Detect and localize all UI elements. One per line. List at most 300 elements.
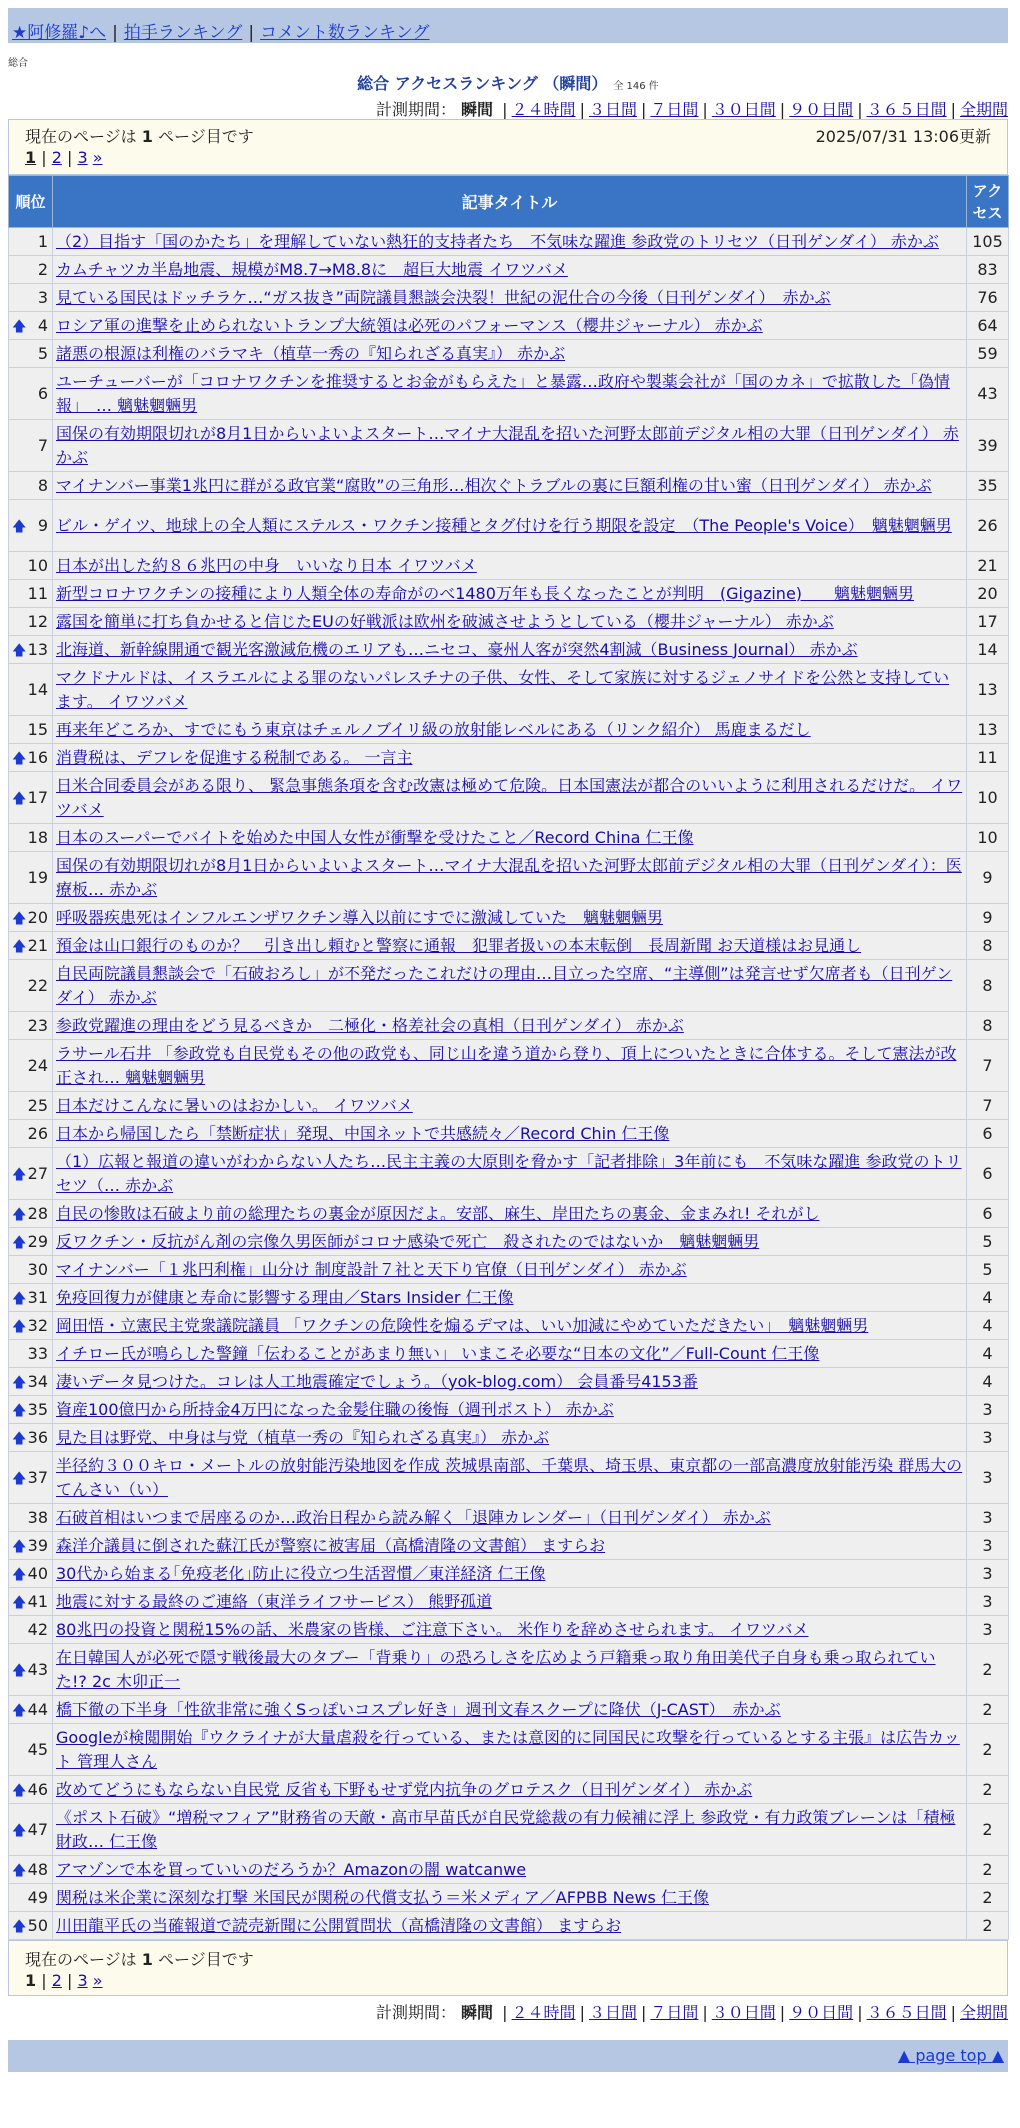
article-link[interactable]: 参政党躍進の理由をどう見るべきか 二極化・格差社会の真相（日刊ゲンダイ） 赤かぶ xyxy=(56,1015,684,1035)
period-separator: | xyxy=(502,100,508,119)
article-link[interactable]: マクドナルドは、イスラエルによる罪のないパレスチナの子供、女性、そして家族に対するジェノサイドを公然と支持しています。 イワツバメ xyxy=(56,667,950,711)
article-link[interactable]: マイナンバー事業1兆円に群がる政官業“腐敗”の三角形…相次ぐトラブルの裏に巨額利権の甘い蜜（日刊ゲンダイ） 赤かぶ xyxy=(56,475,932,495)
article-link[interactable]: 改めてどうにもならない自民党 反省も下野もせず党内抗争のグロテスク（日刊ゲンダイ） 赤かぶ xyxy=(56,1779,753,1799)
title-cell xyxy=(53,1340,967,1368)
access-count: 4 xyxy=(967,1340,1009,1368)
period-separator: | xyxy=(702,100,708,119)
access-count: 10 xyxy=(967,772,1009,824)
rank-number: 22 xyxy=(27,976,48,995)
rank-number: 21 xyxy=(27,936,48,955)
article-link[interactable]: 《ポスト石破》“増税マフィア”財務省の天敵・高市早苗氏が自民党総裁の有力候補に浮上 参政党・有力政策ブレーンは「積極財政… 仁王像 xyxy=(56,1807,956,1851)
title-cell xyxy=(53,500,967,552)
access-count: 2 xyxy=(967,1884,1009,1912)
page-link[interactable]: 3 xyxy=(77,1971,88,1990)
article-link[interactable]: 自民両院議員懇談会で「石破おろし」が不発だったこれだけの理由…目立った空席、“主導側”は発言せず欠席者も（日刊ゲンダイ） 赤かぶ xyxy=(56,963,953,1007)
rank-number: 34 xyxy=(27,1372,48,1391)
page-info-box xyxy=(8,119,1008,175)
article-link[interactable]: ユーチューバーが「コロナワクチンを推奨するとお金がもらえた」と暴露…政府や製薬会社が「国のカネ」で拡散した「偽情報」 … 魑魅魍魎男 xyxy=(56,371,950,415)
up-arrow-icon: 🡅 xyxy=(12,1291,27,1307)
rank-cell xyxy=(9,1424,53,1452)
table-row xyxy=(9,772,1009,824)
title-cell xyxy=(53,960,967,1012)
rank-cell xyxy=(9,1776,53,1804)
rank-number: 15 xyxy=(27,720,48,739)
access-count: 5 xyxy=(967,1256,1009,1284)
title-cell xyxy=(53,256,967,284)
page-separator: | xyxy=(61,1971,78,1990)
rank-number: 48 xyxy=(27,1860,48,1879)
period-link[interactable]: ７日間 xyxy=(650,100,699,119)
article-link[interactable]: 見ている国民はドッチラケ…“ガス抜き”両院議員懇談会決裂！世紀の泥仕合の今後（日刊ゲンダイ） 赤かぶ xyxy=(56,287,831,307)
table-row xyxy=(9,1644,1009,1696)
rank-number: 26 xyxy=(27,1124,48,1143)
table-row xyxy=(9,552,1009,580)
article-link[interactable]: 関税は米企業に深刻な打撃 米国民が関税の代償支払う＝米メディア／AFPBB News 仁王像 xyxy=(56,1887,709,1907)
nav-separator: | xyxy=(112,23,118,43)
access-count: 7 xyxy=(967,1092,1009,1120)
updated-time: 2025/07/31 13:06更新 xyxy=(815,127,991,146)
article-link[interactable]: マイナンバー「１兆円利権」山分け 制度設計７社と天下り官僚（日刊ゲンダイ） 赤かぶ xyxy=(56,1259,687,1279)
rank-cell xyxy=(9,1120,53,1148)
article-link[interactable]: 半径約３００キロ・メートルの放射能汚染地図を作成 茨城県南部、千葉県、埼玉県、東京都の一部高濃度放射能汚染 群馬大のてんさい（い） xyxy=(56,1455,963,1499)
period-link[interactable]: 全期間 xyxy=(959,100,1008,119)
page-separator: | xyxy=(61,148,78,167)
article-link[interactable]: カムチャツカ半島地震、規模がM8.7→M8.8に 超巨大地震 イワツバメ xyxy=(56,259,568,279)
period-link[interactable]: ３６５日間 xyxy=(866,100,947,119)
table-row xyxy=(9,1588,1009,1616)
period-label: 計測期間： xyxy=(375,2003,456,2022)
rank-cell xyxy=(9,256,53,284)
period-link[interactable]: ２４時間 xyxy=(511,100,576,119)
table-row xyxy=(9,284,1009,312)
title-cell xyxy=(53,1120,967,1148)
article-link[interactable]: 預金は山口銀行のものか？ 引き出し頼むと警察に通報 犯罪者扱いの本末転倒 長周新聞 お天道様はお見通し xyxy=(56,935,862,955)
table-row xyxy=(9,340,1009,368)
rank-cell xyxy=(9,1804,53,1856)
article-link[interactable]: （1）広報と報道の違いがわからない人たち…民主主義の大原則を脅かす「記者排除」3年前にも 不気味な躍進 参政党のトリセツ（… 赤かぶ xyxy=(56,1151,962,1195)
rank-cell xyxy=(9,716,53,744)
table-row xyxy=(9,960,1009,1012)
period-separator: | xyxy=(857,100,863,119)
title-cell xyxy=(53,1092,967,1120)
rank-number: 32 xyxy=(27,1316,48,1335)
article-link[interactable]: 橋下徹の下半身「性欲非常に強くSっぽいコスプレ好き」週刊文春スクープに降伏（J-CAST） 赤かぶ xyxy=(56,1699,781,1719)
access-count: 3 xyxy=(967,1532,1009,1560)
rank-number: 14 xyxy=(27,680,48,699)
page-link[interactable]: 3 xyxy=(77,148,88,167)
rank-number: 5 xyxy=(37,344,48,363)
table-row xyxy=(9,1040,1009,1092)
period-separator: | xyxy=(502,2003,508,2022)
access-count: 7 xyxy=(967,1040,1009,1092)
table-row xyxy=(9,1424,1009,1452)
rank-number: 24 xyxy=(27,1056,48,1075)
access-count: 20 xyxy=(967,580,1009,608)
title-cell xyxy=(53,472,967,500)
up-arrow-icon: 🡅 xyxy=(12,1919,27,1935)
period-link[interactable]: 全期間 xyxy=(959,2003,1008,2022)
title-cell xyxy=(53,1368,967,1396)
period-separator: | xyxy=(950,2003,956,2022)
article-link[interactable]: Googleが検閲開始『ウクライナが大量虐殺を行っている、または意図的に同国民に攻撃を行っているとする主張』は広告カット 管理人さん xyxy=(56,1727,960,1771)
period-links xyxy=(498,2003,1008,2022)
article-link[interactable]: ビル・ゲイツ、地球上の全人類にステルス・ワクチン接種とタグ付けを行う期限を設定 （The People's Voice） 魑魅魍魎男 xyxy=(56,515,952,535)
page-current: 1 xyxy=(25,148,37,167)
article-link[interactable]: 新型コロナワクチンの接種により人類全体の寿命がのべ1480万年も長くなったことが判明 (Gigazine) 魑魅魍魎男 xyxy=(56,583,915,603)
rank-cell xyxy=(9,228,53,256)
period-current: 瞬間 xyxy=(461,100,494,119)
rank-cell xyxy=(9,1012,53,1040)
article-link[interactable]: 免疫回復力が健康と寿命に影響する理由／Stars Insider 仁王像 xyxy=(56,1287,514,1307)
up-arrow-icon: 🡅 xyxy=(12,911,27,927)
period-link[interactable]: ３日間 xyxy=(588,2003,637,2022)
table-row xyxy=(9,1884,1009,1912)
access-count: 43 xyxy=(967,368,1009,420)
article-link[interactable]: 日本から帰国したら「禁断症状」発現、中国ネットで共感続々／Record Chin 仁王像 xyxy=(56,1123,670,1143)
next-page-link[interactable]: » xyxy=(92,1971,103,1990)
rank-number: 28 xyxy=(27,1204,48,1223)
rank-cell xyxy=(9,1092,53,1120)
period-separator: | xyxy=(702,2003,708,2022)
title-cell xyxy=(53,636,967,664)
access-count: 14 xyxy=(967,636,1009,664)
title-cell xyxy=(53,824,967,852)
period-separator: | xyxy=(857,2003,863,2022)
rank-cell xyxy=(9,1200,53,1228)
article-link[interactable]: 80兆円の投資と関税15%の話、米農家の皆様、ご注意下さい。 米作りを辞めさせられます。 イワツバメ xyxy=(56,1619,809,1639)
rank-cell xyxy=(9,1588,53,1616)
rank-number: 35 xyxy=(27,1400,48,1419)
table-row xyxy=(9,1724,1009,1776)
access-count: 2 xyxy=(967,1912,1009,1940)
table-row xyxy=(9,580,1009,608)
comment-ranking-link[interactable]: コメント数ランキング xyxy=(260,23,430,43)
rank-number: 31 xyxy=(27,1288,48,1307)
title-cell xyxy=(53,1856,967,1884)
rank-cell xyxy=(9,340,53,368)
rank-number: 37 xyxy=(27,1468,48,1487)
title-cell xyxy=(53,1452,967,1504)
up-arrow-icon: 🡅 xyxy=(12,1235,27,1251)
period-current: 瞬間 xyxy=(461,2003,494,2022)
table-row xyxy=(9,500,1009,552)
access-count: 2 xyxy=(967,1856,1009,1884)
table-row xyxy=(9,420,1009,472)
title-cell xyxy=(53,608,967,636)
title-cell xyxy=(53,580,967,608)
table-row xyxy=(9,228,1009,256)
period-separator: | xyxy=(579,100,585,119)
title-cell xyxy=(53,1312,967,1340)
article-link[interactable]: 北海道、新幹線開通で観光客激減危機のエリアも…ニセコ、豪州人客が突然4割減（Business Journal） 赤かぶ xyxy=(56,639,858,659)
col-rank: 順位 xyxy=(9,176,53,228)
table-row xyxy=(9,1616,1009,1644)
rank-number: 6 xyxy=(37,384,48,403)
access-count: 3 xyxy=(967,1560,1009,1588)
article-link[interactable]: アマゾンで本を買っていいのだろうか？Amazonの闇 watcanwe xyxy=(56,1859,527,1879)
page-info-box-bottom xyxy=(8,1940,1008,1996)
article-link[interactable]: 日本だけこんなに暑いのはおかしい。 イワツバメ xyxy=(56,1095,413,1115)
col-access: アクセス xyxy=(967,176,1009,228)
title-cell xyxy=(53,664,967,716)
rank-cell xyxy=(9,552,53,580)
article-link[interactable]: 石破首相はいつまで居座るのか…政治日程から読み解く「退陣カレンダー」（日刊ゲンダイ） 赤かぶ xyxy=(56,1507,771,1527)
article-link[interactable]: 日米合同委員会がある限り、 緊急事態条項を含む改憲は極めて危険。日本国憲法が都合のいいように利用されるだけだ。 イワツバメ xyxy=(56,775,963,819)
rank-number: 41 xyxy=(27,1592,48,1611)
rank-number: 17 xyxy=(27,788,48,807)
access-count: 11 xyxy=(967,744,1009,772)
access-count: 10 xyxy=(967,824,1009,852)
period-links xyxy=(498,100,1008,119)
table-row xyxy=(9,1396,1009,1424)
ranking-table xyxy=(8,175,1009,1940)
period-separator: | xyxy=(640,100,647,119)
page-current: 1 xyxy=(25,1971,37,1990)
rank-cell xyxy=(9,580,53,608)
rank-cell xyxy=(9,1312,53,1340)
rank-number: 10 xyxy=(27,556,48,575)
title-cell xyxy=(53,1644,967,1696)
rank-cell xyxy=(9,664,53,716)
rank-number: 50 xyxy=(27,1916,48,1935)
rank-number: 39 xyxy=(27,1536,48,1555)
article-link[interactable]: 岡田悟・立憲民主党衆議院議員 「ワクチンの危険性を煽るデマは、いい加減にやめていただきたい」 魑魅魍魎男 xyxy=(56,1315,869,1335)
article-link[interactable]: 消費税は、デフレを促進する税制である。 一言主 xyxy=(56,747,413,767)
period-link[interactable]: ９０日間 xyxy=(789,100,854,119)
up-arrow-icon: 🡅 xyxy=(12,1783,27,1799)
period-link[interactable]: ９０日間 xyxy=(789,2003,854,2022)
table-row xyxy=(9,1804,1009,1856)
up-arrow-icon: 🡅 xyxy=(12,939,27,955)
access-count: 9 xyxy=(967,904,1009,932)
rank-number: 49 xyxy=(27,1888,48,1907)
rank-number: 19 xyxy=(27,868,48,887)
rank-cell xyxy=(9,472,53,500)
applause-ranking-link[interactable]: 拍手ランキング xyxy=(123,23,243,43)
article-link[interactable]: 見た目は野党、中身は与党（植草一秀の『知られざる真実』） 赤かぶ xyxy=(56,1427,550,1447)
up-arrow-icon: 🡅 xyxy=(12,1431,27,1447)
page-separator: | xyxy=(36,1971,52,1990)
rank-cell xyxy=(9,368,53,420)
pagination-bottom xyxy=(25,1971,991,1990)
period-selector-top xyxy=(8,97,1008,119)
table-row xyxy=(9,1452,1009,1504)
table-row xyxy=(9,1504,1009,1532)
rank-number: 47 xyxy=(27,1820,48,1839)
category-label: 総合 xyxy=(8,58,28,69)
rank-number: 36 xyxy=(27,1428,48,1447)
rank-number: 12 xyxy=(27,612,48,631)
page-link[interactable]: 2 xyxy=(51,148,62,167)
article-link[interactable]: 自民の惨敗は石破より前の総理たちの裏金が原因だよ。安部、麻生、岸田たちの裏金、金まみれ! それがし xyxy=(56,1203,820,1223)
title-cell xyxy=(53,1200,967,1228)
page-top-bar xyxy=(8,2040,1008,2072)
article-link[interactable]: 呼吸器疾患死はインフルエンザワクチン導入以前にすでに激減していた 魑魅魍魎男 xyxy=(56,907,664,927)
title-cell xyxy=(53,1040,967,1092)
access-count: 3 xyxy=(967,1616,1009,1644)
table-row xyxy=(9,1012,1009,1040)
current-page-text: 現在のページは 1 ページ目です xyxy=(25,127,254,146)
period-label: 計測期間： xyxy=(375,100,456,119)
nav-separator: | xyxy=(248,23,255,43)
rank-number: 30 xyxy=(27,1260,48,1279)
top-nav-bar xyxy=(8,8,1008,43)
period-link[interactable]: ３６５日間 xyxy=(866,2003,947,2022)
access-count: 59 xyxy=(967,340,1009,368)
title-cell xyxy=(53,1424,967,1452)
access-count: 17 xyxy=(967,608,1009,636)
rank-cell xyxy=(9,772,53,824)
period-separator: | xyxy=(640,2003,647,2022)
article-link[interactable]: 川田龍平氏の当確報道で読売新聞に公開質問状（高橋清隆の文書館） ますらお xyxy=(56,1915,622,1935)
page-separator: | xyxy=(36,148,52,167)
title-cell xyxy=(53,1588,967,1616)
rank-cell xyxy=(9,1616,53,1644)
table-row xyxy=(9,1284,1009,1312)
access-count: 4 xyxy=(967,1312,1009,1340)
article-link[interactable]: 諸悪の根源は利権のバラマキ（植草一秀の『知られざる真実』） 赤かぶ xyxy=(56,343,566,363)
rank-cell xyxy=(9,1856,53,1884)
article-link[interactable]: 凄いデータ見つけた。コレは人工地震確定でしょう。（yok-blog.com） 会員番号4153番 xyxy=(56,1371,698,1391)
rank-number: 20 xyxy=(27,908,48,927)
rank-number: 23 xyxy=(27,1016,48,1035)
page-title xyxy=(8,71,1008,91)
rank-cell xyxy=(9,1696,53,1724)
rank-number: 25 xyxy=(27,1096,48,1115)
table-row xyxy=(9,1120,1009,1148)
access-count: 3 xyxy=(967,1424,1009,1452)
period-link[interactable]: ２４時間 xyxy=(511,2003,576,2022)
rank-number: 2 xyxy=(37,260,48,279)
article-link[interactable]: 反ワクチン・反抗がん剤の宗像久男医師がコロナ感染で死亡 殺されたのではないか 魑魅魍魎男 xyxy=(56,1231,760,1251)
next-page-link[interactable]: » xyxy=(92,148,103,167)
table-row xyxy=(9,1560,1009,1588)
rank-cell xyxy=(9,1644,53,1696)
rank-cell xyxy=(9,1452,53,1504)
table-row xyxy=(9,1200,1009,1228)
title-cell xyxy=(53,772,967,824)
rank-cell xyxy=(9,824,53,852)
ranking-title: 総合 アクセスランキング （瞬間） xyxy=(357,74,608,93)
rank-number: 13 xyxy=(27,640,48,659)
article-link[interactable]: 資産100億円から所持金4万円になった金髪住職の後悔（週刊ポスト） 赤かぶ xyxy=(56,1399,614,1419)
title-cell xyxy=(53,852,967,904)
table-row xyxy=(9,1312,1009,1340)
rank-number: 33 xyxy=(27,1344,48,1363)
article-link[interactable]: 地震に対する最終のご連絡（東洋ライフサービス） 熊野孤道 xyxy=(56,1591,493,1611)
rank-cell xyxy=(9,1284,53,1312)
article-link[interactable]: 露国を簡単に打ち負かせると信じたEUの好戦派は欧州を破滅させようとしている（櫻井ジャーナル） 赤かぶ xyxy=(56,611,834,631)
article-link[interactable]: 在日韓国人が必死で隠す戦後最大のタブー「背乗り」の恐ろしさを広めよう戸籍乗っ取り角田美代子自身も乗っ取られていた!? 2c 木卯正一 xyxy=(56,1647,936,1691)
article-link[interactable]: イチロー氏が鳴らした警鐘「伝わることがあまり無い」 いまこそ必要な“日本の文化”／Full-Count 仁王像 xyxy=(56,1343,820,1363)
title-cell xyxy=(53,1804,967,1856)
period-link[interactable]: ３０日間 xyxy=(711,100,776,119)
rank-cell xyxy=(9,1560,53,1588)
article-link[interactable]: 日本のスーパーでバイトを始めた中国人女性が衝撃を受けたこと／Record China 仁王像 xyxy=(56,827,694,847)
up-arrow-icon: 🡅 xyxy=(12,1167,27,1183)
rank-number: 4 xyxy=(37,316,48,335)
up-arrow-icon: 🡅 xyxy=(12,1207,27,1223)
article-link[interactable]: ラサール石井 「参政党も自民党もその他の政党も、同じ山を違う道から登り、頂上についたときに合体する。そして憲法が改正され… 魑魅魍魎男 xyxy=(56,1043,957,1087)
access-count: 35 xyxy=(967,472,1009,500)
access-count: 2 xyxy=(967,1724,1009,1776)
rank-number: 3 xyxy=(37,288,48,307)
table-row xyxy=(9,1912,1009,1940)
rank-number: 1 xyxy=(37,232,48,251)
period-separator: | xyxy=(779,2003,786,2022)
table-row xyxy=(9,1228,1009,1256)
period-separator: | xyxy=(779,100,786,119)
title-cell xyxy=(53,1284,967,1312)
access-count: 3 xyxy=(967,1588,1009,1616)
article-link[interactable]: 再来年どころか、すでにもう東京はチェルノブイリ級の放射能レベルにある（リンク紹介） 馬鹿まるだし xyxy=(56,719,811,739)
access-count: 2 xyxy=(967,1696,1009,1724)
article-link[interactable]: （2）目指す「国のかたち」を理解していない熱狂的支持者たち 不気味な躍進 参政党のトリセツ（日刊ゲンダイ） 赤かぶ xyxy=(56,231,939,251)
table-row xyxy=(9,1368,1009,1396)
rank-cell xyxy=(9,1228,53,1256)
rank-number: 43 xyxy=(27,1660,48,1679)
title-cell xyxy=(53,284,967,312)
up-arrow-icon: 🡅 xyxy=(12,1863,27,1879)
table-row xyxy=(9,1340,1009,1368)
period-separator: | xyxy=(950,100,956,119)
access-count: 2 xyxy=(967,1644,1009,1696)
access-count: 8 xyxy=(967,960,1009,1012)
title-cell xyxy=(53,312,967,340)
rank-cell xyxy=(9,420,53,472)
home-link[interactable]: ★阿修羅♪へ xyxy=(12,23,107,43)
title-cell xyxy=(53,904,967,932)
article-link[interactable]: 30代から始まる｢免疫老化｣防止に役立つ生活習慣／東洋経済 仁王像 xyxy=(56,1563,546,1583)
rank-number: 45 xyxy=(27,1740,48,1759)
rank-number: 40 xyxy=(27,1564,48,1583)
rank-number: 16 xyxy=(27,748,48,767)
article-link[interactable]: ロシア軍の進撃を止められないトランプ大統領は必死のパフォーマンス（櫻井ジャーナル） 赤かぶ xyxy=(56,315,763,335)
table-row xyxy=(9,608,1009,636)
title-cell xyxy=(53,228,967,256)
period-link[interactable]: ３日間 xyxy=(588,100,637,119)
current-page-text: 現在のページは 1 ページ目です xyxy=(25,1950,254,1969)
page-top-link[interactable]: ▲ page top ▲ xyxy=(897,2046,1004,2065)
table-row xyxy=(9,472,1009,500)
table-row xyxy=(9,744,1009,772)
period-link[interactable]: ７日間 xyxy=(650,2003,699,2022)
rank-cell xyxy=(9,1148,53,1200)
access-count: 6 xyxy=(967,1200,1009,1228)
access-count: 3 xyxy=(967,1452,1009,1504)
table-row xyxy=(9,904,1009,932)
rank-cell xyxy=(9,1504,53,1532)
page-link[interactable]: 2 xyxy=(51,1971,62,1990)
up-arrow-icon: 🡅 xyxy=(12,1595,27,1611)
period-separator: | xyxy=(579,2003,585,2022)
article-link[interactable]: 森洋介議員に倒された蘇江氏が警察に被害届（高橋清隆の文書館） ますらお xyxy=(56,1535,606,1555)
table-row xyxy=(9,1256,1009,1284)
up-arrow-icon: 🡅 xyxy=(12,519,27,535)
title-cell xyxy=(53,1532,967,1560)
article-link[interactable]: 日本が出した約８６兆円の中身 いいなり日本 イワツバメ xyxy=(56,555,477,575)
period-link[interactable]: ３０日間 xyxy=(711,2003,776,2022)
up-arrow-icon: 🡅 xyxy=(12,1663,27,1679)
article-link[interactable]: 国保の有効期限切れが8月1日からいよいよスタート…マイナ大混乱を招いた河野太郎前デジタル相の大罪（日刊ゲンダイ） 赤かぶ xyxy=(56,423,959,467)
rank-cell xyxy=(9,1724,53,1776)
rank-cell xyxy=(9,852,53,904)
article-link[interactable]: 国保の有効期限切れが8月1日からいよいよスタート…マイナ大混乱を招いた河野太郎前デジタル相の大罪（日刊ゲンダイ）：医療板… 赤かぶ xyxy=(56,855,962,899)
table-row xyxy=(9,1696,1009,1724)
access-count: 64 xyxy=(967,312,1009,340)
table-row xyxy=(9,1532,1009,1560)
access-count: 4 xyxy=(967,1284,1009,1312)
